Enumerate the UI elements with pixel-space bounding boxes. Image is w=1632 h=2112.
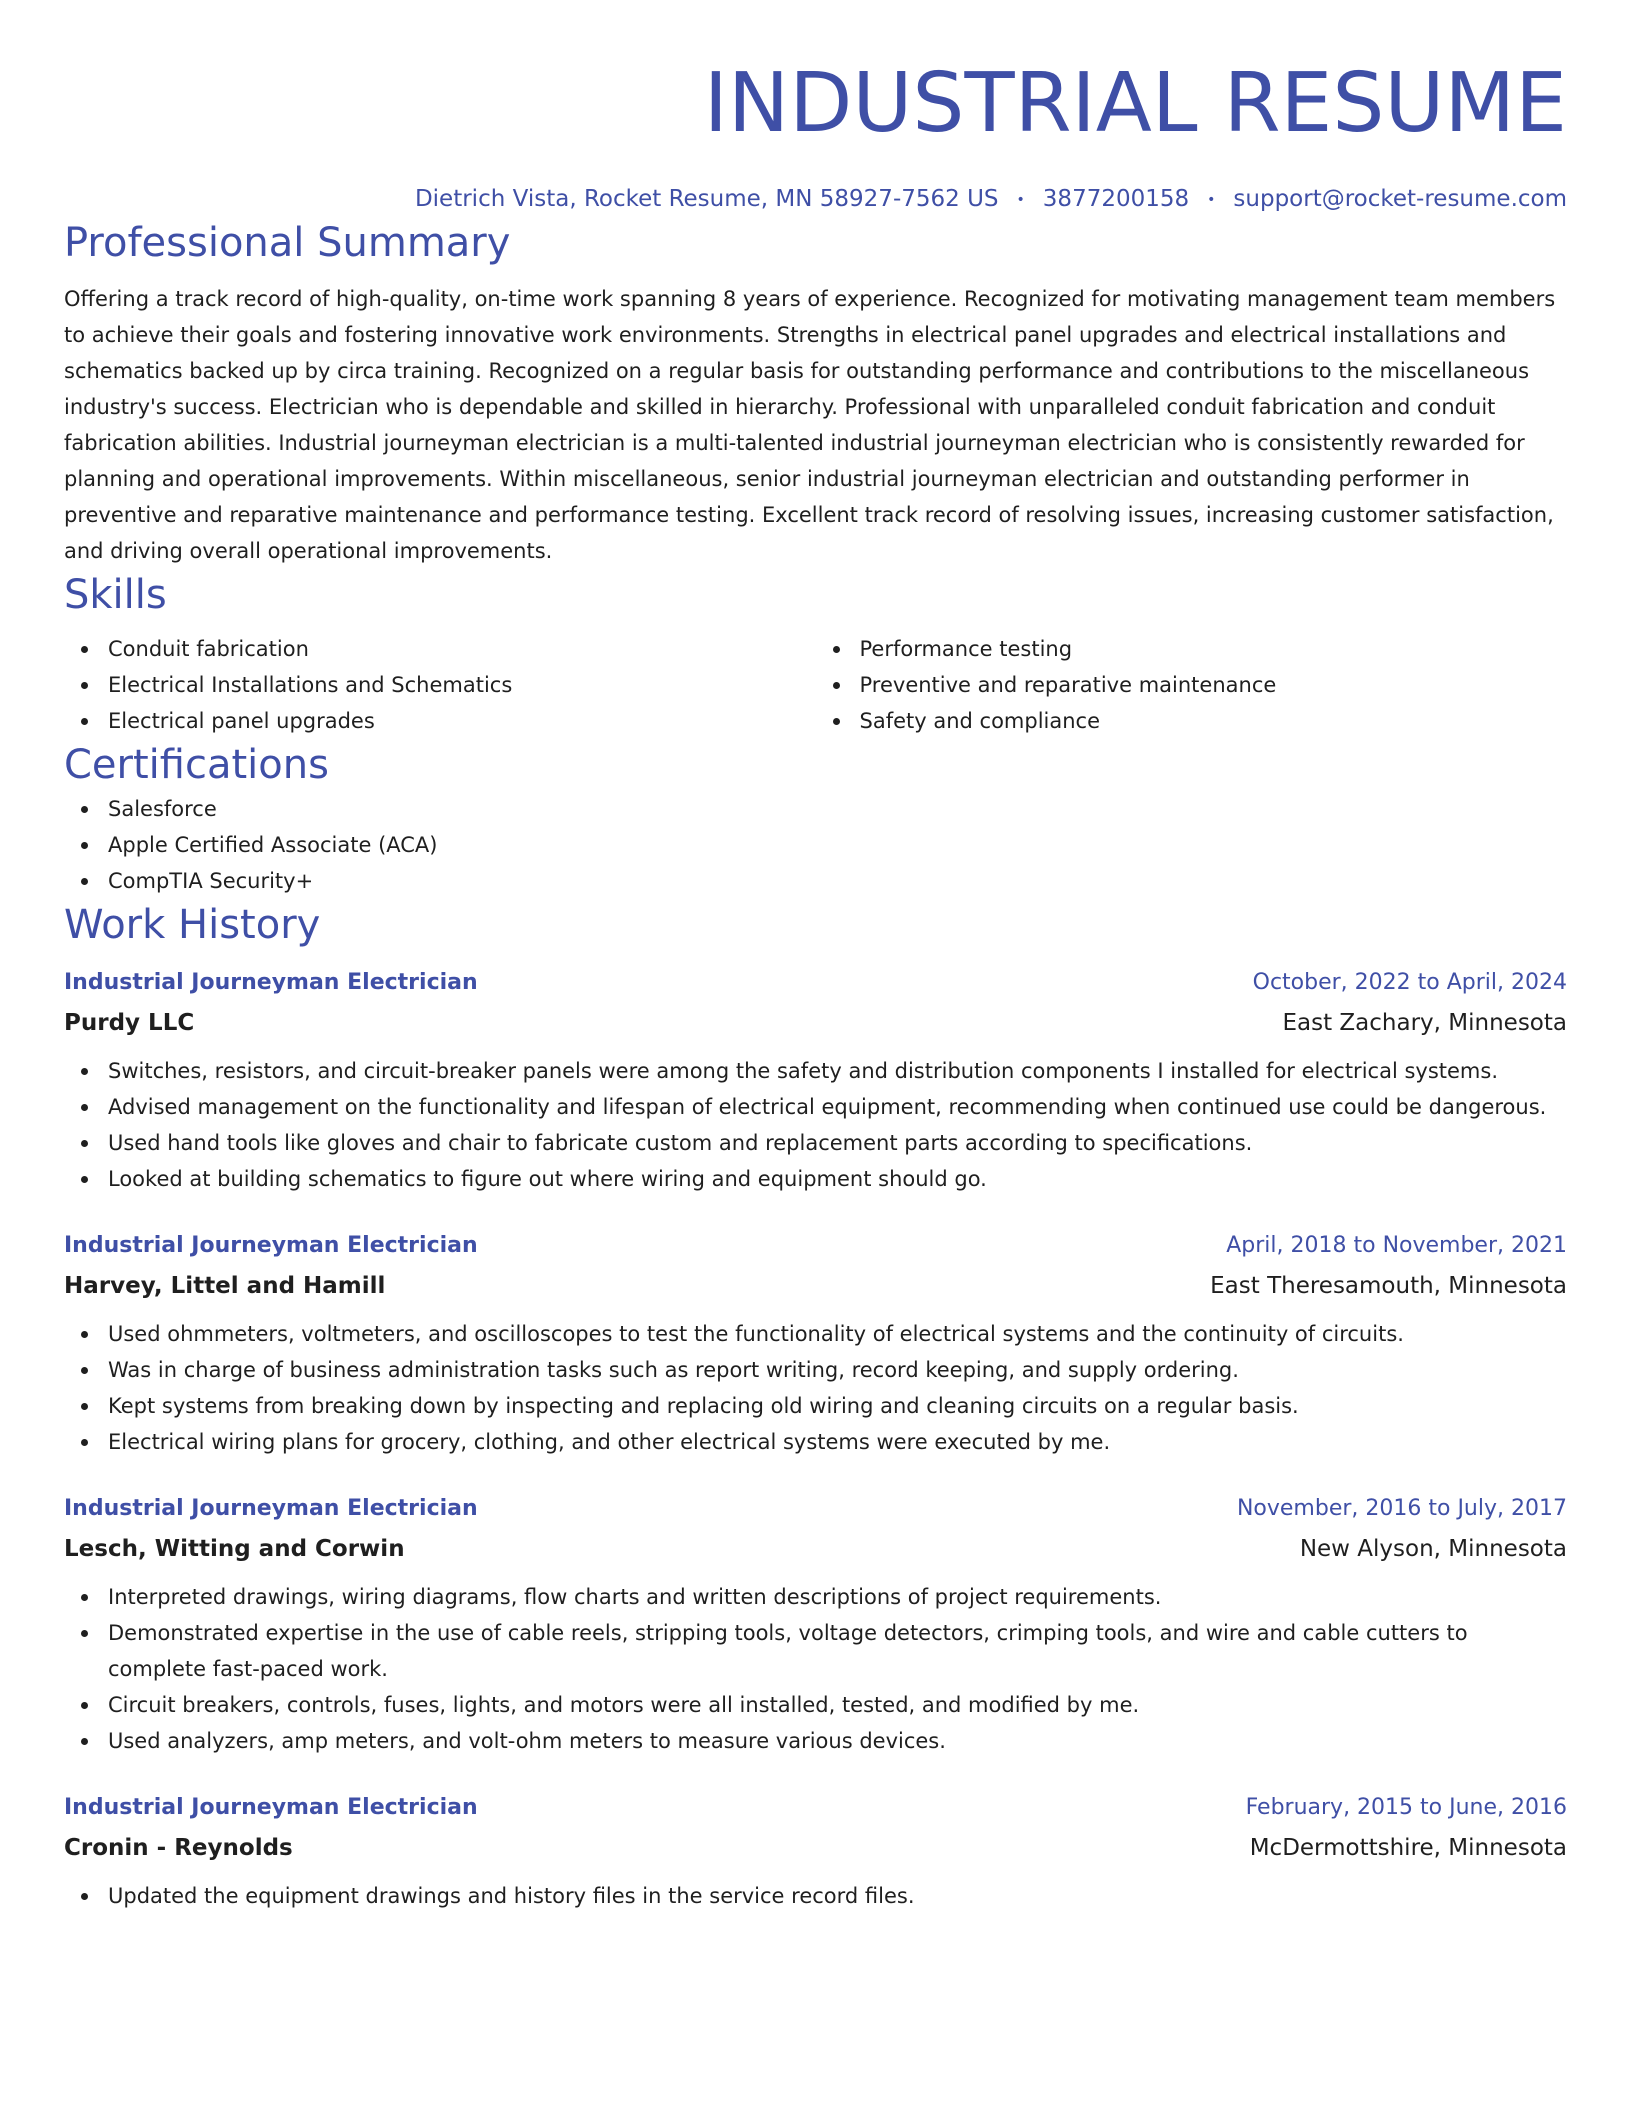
certification-item: Apple Certified Associate (ACA) — [108, 827, 1567, 863]
skill-item: Performance testing — [860, 631, 1568, 667]
certifications-heading: Certifications — [64, 741, 329, 788]
job-company: Cronin - Reynolds — [64, 1834, 293, 1861]
separator-dot: • — [1016, 191, 1025, 208]
summary-text: Offering a track record of high-quality, on-time work spanning 8 years of experience. Recognized for motivating management team members to achieve their goals and fostering innovative work environments. Strengths in electrical panel upgrades and electrical installations and schematics backed up by circa training. Recognized on a regular basis for outstanding performance and contributions to the miscellaneous industry's success. Electrician who is dependable and skilled in hierarchy. Professional with unparalleled conduit fabrication and conduit fabrication abilities. Industrial journeyman electrician is a multi-talented industrial journeyman electrician who is consistently rewarded for planning and operational improvements. Within miscellaneous, senior industrial journeyman electrician and outstanding performer in preventive and reparative maintenance and performance testing. Excellent track record of resolving issues, increasing customer satisfaction, and driving overall operational improvements. — [64, 286, 1556, 563]
job-duty-item: Advised management on the functionality and lifespan of electrical equipment, recommending when continued use could be dangerous. — [108, 1089, 1567, 1125]
job-title: Industrial Journeyman Electrician — [64, 1232, 478, 1258]
job-entry — [64, 963, 1567, 1197]
job-employer-row — [64, 1266, 1567, 1306]
job-duty-item: Used hand tools like gloves and chair to fabricate custom and replacement parts according to specifications. — [108, 1125, 1567, 1161]
job-entry — [64, 1226, 1567, 1460]
job-duties-list — [64, 1053, 1567, 1197]
job-duty-item: Used ohmmeters, voltmeters, and oscilloscopes to test the functionality of electrical systems and the continuity of circuits. — [108, 1316, 1567, 1352]
job-company: Purdy LLC — [64, 1009, 195, 1036]
job-company: Lesch, Witting and Corwin — [64, 1535, 405, 1562]
skill-item: Safety and compliance — [860, 703, 1568, 739]
job-duty-item: Looked at building schematics to figure out where wiring and equipment should go. — [108, 1161, 1567, 1197]
job-location: East Zachary, Minnesota — [1282, 1009, 1567, 1036]
job-duty-item: Was in charge of business administration tasks such as report writing, record keeping, and supply ordering. — [108, 1352, 1567, 1388]
job-company: Harvey, Littel and Hamill — [64, 1272, 386, 1299]
skill-item: Electrical panel upgrades — [108, 703, 816, 739]
job-header-row — [64, 1226, 1567, 1266]
job-duty-item: Switches, resistors, and circuit-breaker panels were among the safety and distribution components I installed for electrical systems. — [108, 1053, 1567, 1089]
job-title: Industrial Journeyman Electrician — [64, 1495, 478, 1521]
certifications-list — [64, 791, 1567, 899]
job-dates: April, 2018 to November, 2021 — [1226, 1232, 1567, 1258]
skills-column-right — [816, 631, 1568, 739]
job-duty-item: Kept systems from breaking down by inspecting and replacing old wiring and cleaning circuits on a regular basis. — [108, 1388, 1567, 1424]
job-duty-item: Circuit breakers, controls, fuses, lights, and motors were all installed, tested, and modified by me. — [108, 1687, 1567, 1723]
job-employer-row — [64, 1529, 1567, 1569]
job-location: McDermottshire, Minnesota — [1249, 1834, 1567, 1861]
job-title: Industrial Journeyman Electrician — [64, 1794, 478, 1820]
job-duty-item: Electrical wiring plans for grocery, clothing, and other electrical systems were executed by me. — [108, 1424, 1567, 1460]
resume-title: INDUSTRIAL RESUME — [703, 56, 1567, 151]
job-duties-list — [64, 1878, 1567, 1914]
job-employer-row — [64, 1828, 1567, 1868]
job-dates: October, 2022 to April, 2024 — [1252, 969, 1567, 995]
separator-dot: • — [1207, 191, 1216, 208]
skills-heading: Skills — [64, 571, 167, 618]
skills-list — [64, 631, 1567, 739]
job-title: Industrial Journeyman Electrician — [64, 969, 478, 995]
contact-email: support@rocket-resume.com — [1233, 186, 1567, 212]
summary-heading: Professional Summary — [64, 219, 511, 266]
skill-item: Preventive and reparative maintenance — [860, 667, 1568, 703]
job-location: East Theresamouth, Minnesota — [1210, 1272, 1567, 1299]
job-dates: November, 2016 to July, 2017 — [1236, 1495, 1567, 1521]
job-employer-row — [64, 1003, 1567, 1043]
resume-page — [64, 0, 1567, 1914]
job-header-row — [64, 1489, 1567, 1529]
contact-line — [64, 182, 1567, 217]
job-location: New Alyson, Minnesota — [1299, 1535, 1567, 1562]
job-entry — [64, 1788, 1567, 1914]
job-header-row — [64, 963, 1567, 1003]
job-duty-item: Updated the equipment drawings and history files in the service record files. — [108, 1878, 1567, 1914]
job-duties-list — [64, 1316, 1567, 1460]
job-entry — [64, 1489, 1567, 1759]
job-duty-item: Interpreted drawings, wiring diagrams, flow charts and written descriptions of project requirements. — [108, 1579, 1567, 1615]
skill-item: Conduit fabrication — [108, 631, 816, 667]
skills-column-left — [64, 631, 816, 739]
work-history-heading: Work History — [64, 901, 321, 948]
job-duty-item: Used analyzers, amp meters, and volt-ohm meters to measure various devices. — [108, 1723, 1567, 1759]
job-header-row — [64, 1788, 1567, 1828]
job-dates: February, 2015 to June, 2016 — [1245, 1794, 1567, 1820]
job-duty-item: Demonstrated expertise in the use of cable reels, stripping tools, voltage detectors, crimping tools, and wire and cable cutters to complete fast-paced work. — [108, 1615, 1567, 1687]
contact-phone: 3877200158 — [1042, 186, 1190, 212]
certification-item: CompTIA Security+ — [108, 863, 1567, 899]
skill-item: Electrical Installations and Schematics — [108, 667, 816, 703]
certification-item: Salesforce — [108, 791, 1567, 827]
job-duties-list — [64, 1579, 1567, 1759]
contact-address: Dietrich Vista, Rocket Resume, MN 58927-7562 US — [414, 186, 999, 212]
